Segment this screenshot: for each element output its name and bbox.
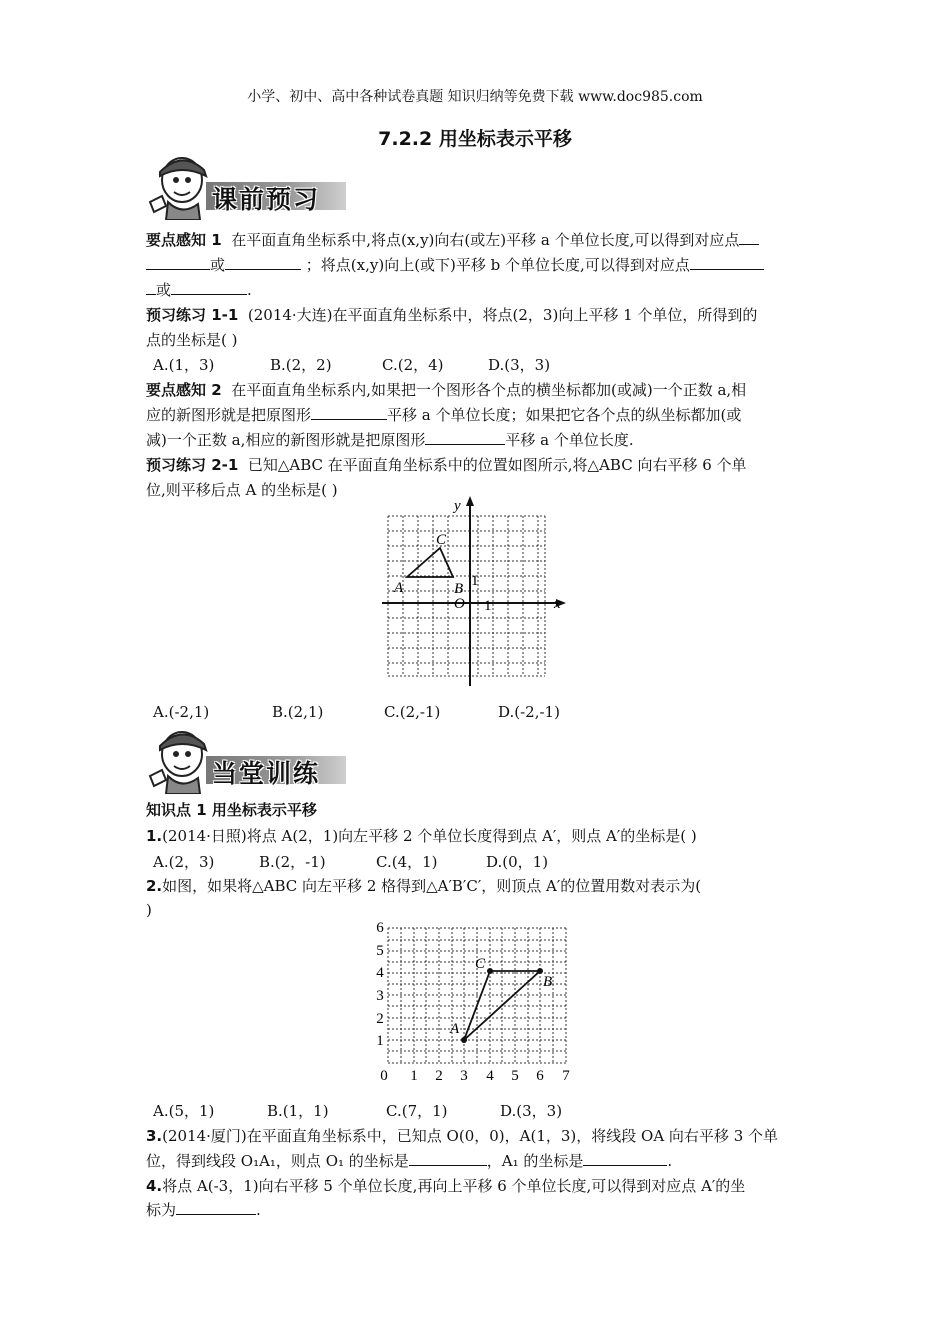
q2-number: 2. (146, 877, 163, 895)
y-tick-label: 3 (376, 988, 384, 1004)
kp1-mid3: 或 (156, 281, 172, 299)
axis-label-x: x (554, 596, 561, 612)
y-tick-label: 6 (376, 920, 384, 936)
page-title: 7.2.2 用坐标表示平移 (378, 128, 572, 150)
section-banner-preview (146, 150, 346, 220)
ex11-text: (2014·大连)在平面直角坐标系中，将点(2，3)向上平移 1 个单位，所得到的 (247, 306, 758, 324)
x-tick-labels (380, 1068, 570, 1084)
ex21-label: 预习练习 2-1 (146, 456, 239, 474)
point-label-c: C (475, 956, 486, 972)
option-c[interactable]: C.(2,-1) (384, 703, 441, 721)
y-tick-label: 1 (376, 1033, 384, 1049)
kp2-text: 平移 a 个单位长度；如果把它各个点的纵坐标都加(或 (387, 406, 742, 424)
x-tick-label: 2 (435, 1068, 443, 1084)
kp2-line1 (146, 380, 806, 400)
point-label-a: A (394, 580, 404, 596)
x-tick-label: 0 (380, 1068, 388, 1084)
banner-title: 当堂训练 (212, 759, 321, 788)
q2-text: 如图，如果将△ABC 向左平移 2 格得到△A′B′C′，则顶点 A′的位置用数对表示为( (162, 877, 702, 895)
point-c (487, 968, 493, 974)
x-tick-label: 1 (410, 1068, 418, 1084)
q2-line2: ) (146, 901, 152, 919)
point-label-c: C (436, 532, 447, 548)
answer-blank[interactable] (176, 1200, 256, 1215)
section-banner-practice (146, 724, 346, 794)
kp1-text: 在平面直角坐标系中,将点(x,y)向右(或左)平移 a 个单位长度,可以得到对应点 (231, 231, 740, 249)
q4-text: 将点 A(-3，1)向右平移 5 个单位长度,再向上平移 6 个单位长度,可以得到对应点 A′的坐 (162, 1177, 746, 1195)
y-axis-arrow (466, 496, 474, 506)
answer-blank-o1[interactable] (409, 1151, 487, 1166)
q1-text: (2014·日照)将点 A(2，1)向左平移 2 个单位长度得到点 A′，则点 A′的坐标是( ) (162, 827, 697, 845)
axis-label-y: y (454, 498, 461, 514)
kp1-mid1: 或 (210, 256, 226, 274)
y-tick-label: 5 (376, 943, 384, 959)
y-tick-label: 2 (376, 1011, 384, 1027)
blank[interactable] (171, 280, 247, 295)
point-label-a: A (450, 1021, 460, 1037)
blank[interactable] (146, 255, 210, 270)
blank[interactable] (311, 405, 387, 420)
q2-line1 (146, 876, 806, 896)
option-a[interactable]: A.(1，3) (153, 356, 215, 374)
blank[interactable] (225, 255, 301, 270)
x-tick-label: 3 (460, 1068, 468, 1084)
triangle-abc (407, 548, 453, 577)
answer-blank-a1[interactable] (583, 1151, 667, 1166)
y-tick-labels (376, 920, 384, 1049)
kp1-line1 (146, 230, 806, 250)
q1-line1 (146, 826, 806, 846)
blank[interactable] (425, 430, 505, 445)
option-c[interactable]: C.(7，1) (386, 1102, 448, 1120)
q4-number: 4. (146, 1177, 163, 1195)
q3-text: 位，得到线段 O₁A₁，则点 O₁ 的坐标是 (146, 1152, 409, 1170)
option-a[interactable]: A.(-2,1) (153, 703, 210, 721)
knowledge-point-heading: 知识点 1 用坐标表示平移 (146, 801, 317, 819)
blank[interactable] (690, 255, 764, 270)
blank[interactable] (146, 280, 156, 295)
q3-end: . (667, 1152, 673, 1170)
ex11-line1 (146, 305, 806, 325)
kp2-text: 平移 a 个单位长度. (505, 431, 634, 449)
point-label-b: B (543, 974, 553, 990)
x-tick-label: 5 (511, 1068, 519, 1084)
banner-title: 课前预习 (212, 185, 321, 214)
ex11-line2: 点的坐标是( ) (146, 331, 238, 349)
tick-label-y-1: 1 (471, 573, 479, 589)
option-b[interactable]: B.(2,1) (272, 703, 324, 721)
x-tick-label: 7 (562, 1068, 570, 1084)
kp2-text: 减)一个正数 a,相应的新图形就是把原图形 (146, 431, 426, 449)
option-a[interactable]: A.(5，1) (153, 1102, 215, 1120)
point-label-b: B (454, 581, 464, 597)
tick-label-x-1: 1 (484, 598, 492, 614)
kp2-text: 在平面直角坐标系内,如果把一个图形各个点的横坐标都加(或减)一个正数 a,相 (231, 381, 747, 399)
q3-text: ，A₁ 的坐标是 (486, 1152, 584, 1170)
point-a (461, 1037, 467, 1043)
q1-number: 1. (146, 827, 163, 845)
q4-text: 标为 (146, 1201, 177, 1219)
q3-text: (2014·厦门)在平面直角坐标系中，已知点 O(0，0)，A(1，3)，将线段 OA 向右平移 3 个单 (162, 1127, 779, 1145)
kp1-mid2: ；将点(x,y)向上(或下)平移 b 个单位长度,可以得到对应点 (305, 256, 690, 274)
blank[interactable] (739, 230, 759, 245)
kp2-line2 (146, 405, 806, 425)
kp2-line3 (146, 430, 806, 450)
kp2-text: 应的新图形就是把原图形 (146, 406, 312, 424)
q3-line1 (146, 1126, 806, 1146)
y-tick-label: 4 (376, 965, 384, 981)
option-d[interactable]: D.(3，3) (500, 1102, 563, 1120)
kp1-end: . (247, 281, 252, 299)
x-tick-label: 6 (536, 1068, 544, 1084)
q4-line2 (146, 1200, 806, 1220)
coordinate-figure-1 (380, 496, 580, 692)
option-d[interactable]: D.(0，1) (486, 853, 549, 871)
option-d[interactable]: D.(3，3) (488, 356, 551, 374)
grid (388, 928, 566, 1063)
ex21-line1 (146, 455, 806, 475)
grid (388, 516, 545, 676)
x-tick-label: 4 (486, 1068, 494, 1084)
q4-end: . (256, 1201, 261, 1219)
page-header: 小学、初中、高中各种试卷真题 知识归纳等免费下载 www.doc985.com (247, 89, 703, 105)
option-d[interactable]: D.(-2,-1) (498, 703, 560, 721)
option-b[interactable]: B.(2，-1) (259, 853, 326, 871)
q4-line1 (146, 1176, 806, 1196)
ex21-text: 已知△ABC 在平面直角坐标系中的位置如图所示,将△ABC 向右平移 6 个单 (247, 456, 747, 474)
origin-label: O (454, 596, 465, 612)
kp1-label: 要点感知 1 (146, 231, 222, 249)
option-c[interactable]: C.(2，4) (382, 356, 444, 374)
option-b[interactable]: B.(1，1) (267, 1102, 329, 1120)
ex21-line2: 位,则平移后点 A 的坐标是( ) (146, 481, 338, 499)
q3-number: 3. (146, 1127, 163, 1145)
kp1-line3 (146, 280, 806, 300)
q3-line2 (146, 1151, 806, 1171)
ex11-label: 预习练习 1-1 (146, 306, 239, 324)
option-c[interactable]: C.(4，1) (376, 853, 438, 871)
kp1-line2 (146, 255, 806, 275)
option-b[interactable]: B.(2，2) (270, 356, 332, 374)
coordinate-figure-2 (370, 916, 580, 1086)
kp2-label: 要点感知 2 (146, 381, 222, 399)
option-a[interactable]: A.(2，3) (153, 853, 215, 871)
